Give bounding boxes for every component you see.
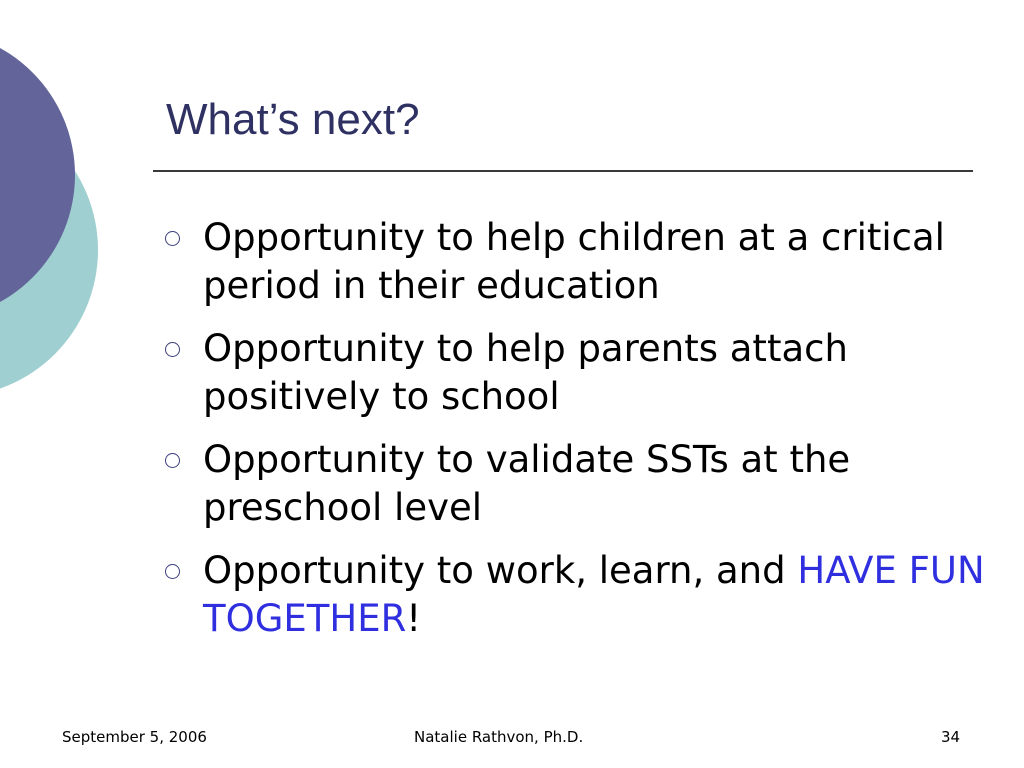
hollow-circle-bullet-icon: [165, 453, 180, 468]
bullet-text: Opportunity to help parents attach positively to school: [203, 327, 848, 418]
footer-date: September 5, 2006: [62, 728, 207, 746]
hollow-circle-bullet-icon: [165, 564, 180, 579]
bullet-text: Opportunity to validate SSTs at the preschool level: [203, 438, 851, 529]
bullet-list: [165, 214, 985, 658]
slide-title: What’s next?: [166, 95, 420, 144]
bullet-item: [165, 547, 985, 643]
footer-author: Natalie Rathvon, Ph.D.: [414, 728, 584, 746]
bullet-text: Opportunity to help children at a critical period in their education: [203, 216, 945, 307]
slide-number: 34: [941, 728, 961, 746]
bullet-text: Opportunity to work, learn, and: [203, 549, 798, 592]
bullet-highlight-text: HAVE FUN TOGETHER: [203, 549, 985, 640]
title-divider: [153, 170, 973, 172]
bullet-item: [165, 436, 985, 532]
hollow-circle-bullet-icon: [165, 231, 180, 246]
bullet-suffix-text: !: [406, 597, 422, 640]
bullet-item: [165, 214, 985, 310]
bullet-item: [165, 325, 985, 421]
hollow-circle-bullet-icon: [165, 342, 180, 357]
